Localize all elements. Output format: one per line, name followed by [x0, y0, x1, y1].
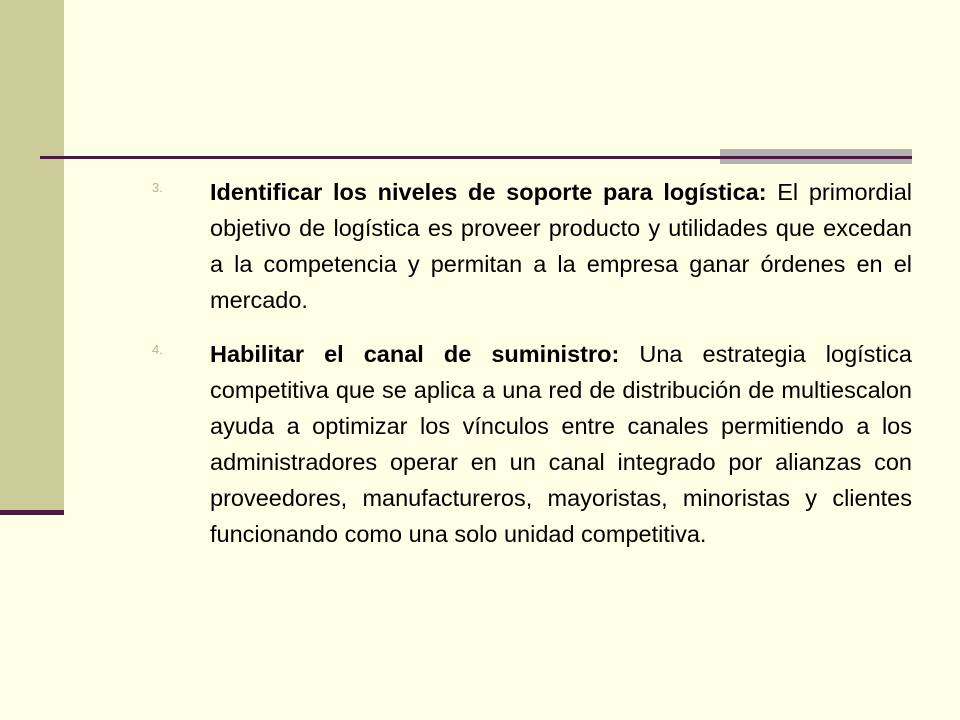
- slide-content: [152, 174, 912, 570]
- list-item-number: 3.: [152, 180, 163, 195]
- decorative-sidebar: [0, 0, 64, 510]
- list-item-body: [210, 336, 912, 552]
- list-item: [152, 174, 912, 318]
- list-item-text: El primordial objetivo de logística es proveer producto y utilidades que excedan a la competencia y permitan a la empresa ganar órdenes en el mercado.: [210, 179, 913, 313]
- sidebar-base-line: [0, 510, 64, 515]
- list-item-number: 4.: [152, 342, 163, 357]
- list-item-body: [210, 174, 912, 318]
- title-divider-accent-line: [720, 156, 912, 159]
- list-item-title: Identificar los niveles de soporte para logística:: [210, 179, 767, 205]
- list-item-title: Habilitar el canal de suministro:: [210, 341, 620, 367]
- list-item-text: Una estrategia logística competitiva que se aplica a una red de distribución de multiescalon ayuda a optimizar los vínculos entre canales permitiendo a los administradores operar en un canal integrado por alianzas con proveedores, manufactureros, mayoristas, minoristas y clientes funcionando como una solo unidad competitiva.: [210, 341, 912, 547]
- list-item: [152, 336, 912, 552]
